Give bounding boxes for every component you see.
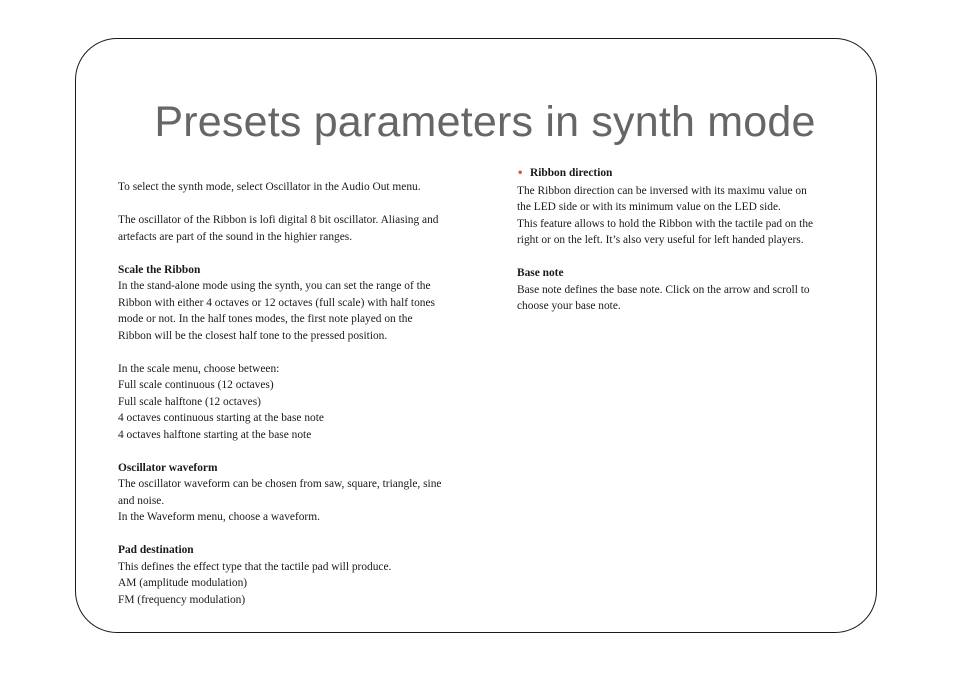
scale-option: Full scale continuous (12 octaves) <box>118 379 274 391</box>
pad-heading: Pad destination <box>118 544 194 556</box>
spacer <box>118 443 468 460</box>
scale-option: 4 octaves continuous starting at the base note <box>118 412 324 424</box>
bullet-icon: • <box>517 168 524 179</box>
pad-text-line: AM (amplitude modulation) <box>118 577 248 589</box>
base-note-text-line: Base note defines the base note. Click on the arrow and scroll to <box>517 283 810 296</box>
left-column <box>118 179 468 608</box>
waveform-text-line: In the Waveform menu, choose a waveform. <box>118 511 320 523</box>
oscillator-description-line: artefacts are part of the sound in the highier ranges. <box>118 230 353 243</box>
spacer <box>118 196 468 213</box>
base-note-text-line: choose your base note. <box>517 300 621 312</box>
intro-text: To select the synth mode, select Oscillator in the Audio Out menu. <box>118 181 421 193</box>
spacer <box>118 526 468 543</box>
scale-option: 4 octaves halftone starting at the base note <box>118 428 312 441</box>
right-column <box>517 165 842 315</box>
waveform-text-line: The oscillator waveform can be chosen from saw, square, triangle, sine <box>118 478 442 490</box>
base-note-heading: Base note <box>517 267 564 279</box>
pad-text-line: FM (frequency modulation) <box>118 593 246 606</box>
scale-text-line: Ribbon will be the closest half tone to the pressed position. <box>118 329 388 342</box>
spacer <box>118 245 468 262</box>
slide-title: Presets parameters in synth mode <box>154 98 816 146</box>
ribbon-direction-text-line: This feature allows to hold the Ribbon with the tactile pad on the <box>517 217 814 230</box>
pad-text-line: This defines the effect type that the tactile pad will produce. <box>118 560 392 573</box>
ribbon-direction-text-line: The Ribbon direction can be inversed with its maximu value on <box>517 184 807 197</box>
scale-text-line: In the stand-alone mode using the synth, you can set the range of the <box>118 280 431 292</box>
oscillator-description-line: The oscillator of the Ribbon is lofi digital 8 bit oscillator. Aliasing and <box>118 214 439 226</box>
ribbon-direction-heading: Ribbon direction <box>530 167 613 179</box>
spacer <box>517 249 842 266</box>
ribbon-direction-text-line: right or on the left. It’s also very useful for left handed players. <box>517 234 804 246</box>
ribbon-direction-heading-row <box>517 165 842 183</box>
ribbon-direction-text-line: the LED side or with its minimum value on the LED side. <box>517 201 781 213</box>
waveform-heading: Oscillator waveform <box>118 461 218 474</box>
scale-option: Full scale halftone (12 octaves) <box>118 395 261 408</box>
waveform-text-line: and noise. <box>118 494 165 507</box>
spacer <box>118 344 468 361</box>
scale-menu-intro: In the scale menu, choose between: <box>118 362 280 375</box>
scale-heading: Scale the Ribbon <box>118 263 201 276</box>
scale-text-line: mode or not. In the half tones modes, the first note played on the <box>118 313 413 325</box>
scale-text-line: Ribbon with either 4 octaves or 12 octaves (full scale) with half tones <box>118 296 435 309</box>
